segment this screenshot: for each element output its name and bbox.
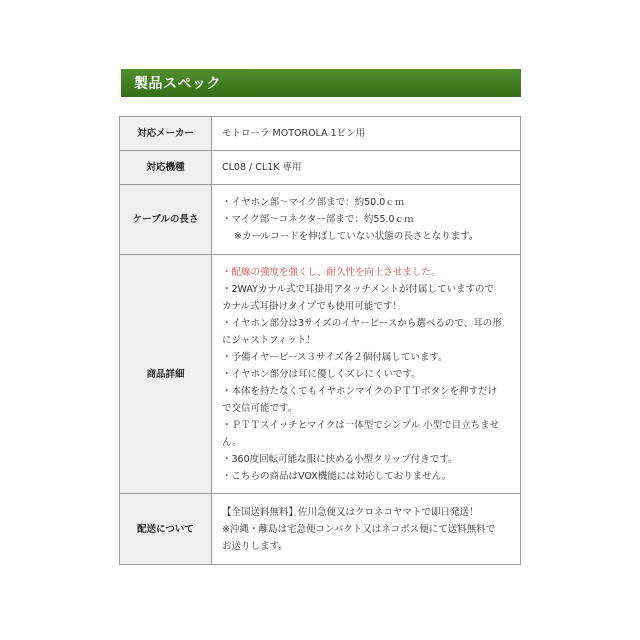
section-header xyxy=(121,69,521,97)
spec-note: ※カールコードを伸ばしていない状態の長さとなります。 xyxy=(234,231,479,242)
spec-label-model: 対応機種 xyxy=(120,151,212,185)
spec-row-maker xyxy=(120,117,521,151)
spec-value-details xyxy=(212,255,521,494)
spec-label-cable: ケーブルの長さ xyxy=(120,185,212,255)
spec-line: ・本体を持たなくてもイヤホンマイクのＰＴＴボタンを押すだけ xyxy=(222,385,498,397)
spec-line: で交信可能です。 xyxy=(222,402,298,414)
spec-line: ・イヤホン部～マイク部まで：約50.0ｃｍ xyxy=(222,197,405,208)
spec-row-model xyxy=(120,151,521,185)
spec-line: ・イヤホン部分は耳に優しくズレにくいです。 xyxy=(222,368,421,380)
spec-value-shipping xyxy=(212,494,521,565)
spec-line: ・イヤホン部分は3サイズのイヤーピースから選べるので、耳の形 xyxy=(222,317,502,329)
section-title: 製品スペック xyxy=(134,76,221,92)
spec-value-maker xyxy=(212,117,521,151)
spec-value-cable xyxy=(212,185,521,255)
spec-line: ・ＰＴＴスイッチとマイクは一体型でシンプル 小型で目立ちませ xyxy=(222,419,500,431)
spec-row-cable xyxy=(120,185,521,255)
spec-line: ※沖縄・離島は宅急便コンパクト又はネコポス便にて送料無料で xyxy=(222,523,496,535)
spec-label-details: 商品詳細 xyxy=(120,255,212,494)
spec-line: ・予備イヤーピース３サイズ各２個付属しています。 xyxy=(222,351,448,363)
spec-row-details xyxy=(120,255,521,494)
spec-line: モトローラ MOTOROLA 1ピン用 xyxy=(222,128,366,139)
spec-table xyxy=(119,116,521,565)
spec-line: ・こちらの商品はVOX機能には対応しておりません。 xyxy=(222,470,452,482)
spec-line: CL08 / CL1K 専用 xyxy=(222,162,302,173)
spec-line: ・マイク部～コネクター部まで：約55.0ｃｍ xyxy=(222,214,414,225)
spec-highlight-line: ・配線の強度を強くし、耐久性を向上させました。 xyxy=(222,266,441,278)
spec-label-maker: 対応メーカー xyxy=(120,117,212,151)
spec-line: 【全国送料無料】佐川急便又はクロネコヤマトで即日発送！ xyxy=(222,506,479,518)
spec-line: お送りします。 xyxy=(222,540,288,552)
spec-line: ん。 xyxy=(222,436,242,448)
spec-value-model xyxy=(212,151,521,185)
spec-row-shipping xyxy=(120,494,521,565)
spec-line: にジャストフィット！ xyxy=(222,334,316,346)
spec-line: カナル式耳掛けタイプでも使用可能です！ xyxy=(222,300,402,312)
spec-line: ・360度回転可能な服に挟める小型クリップ付きです。 xyxy=(222,453,458,465)
spec-label-shipping: 配送について xyxy=(120,494,212,565)
spec-line: ・2WAYカナル式で耳掛用アタッチメントが付属していますので xyxy=(222,283,494,295)
